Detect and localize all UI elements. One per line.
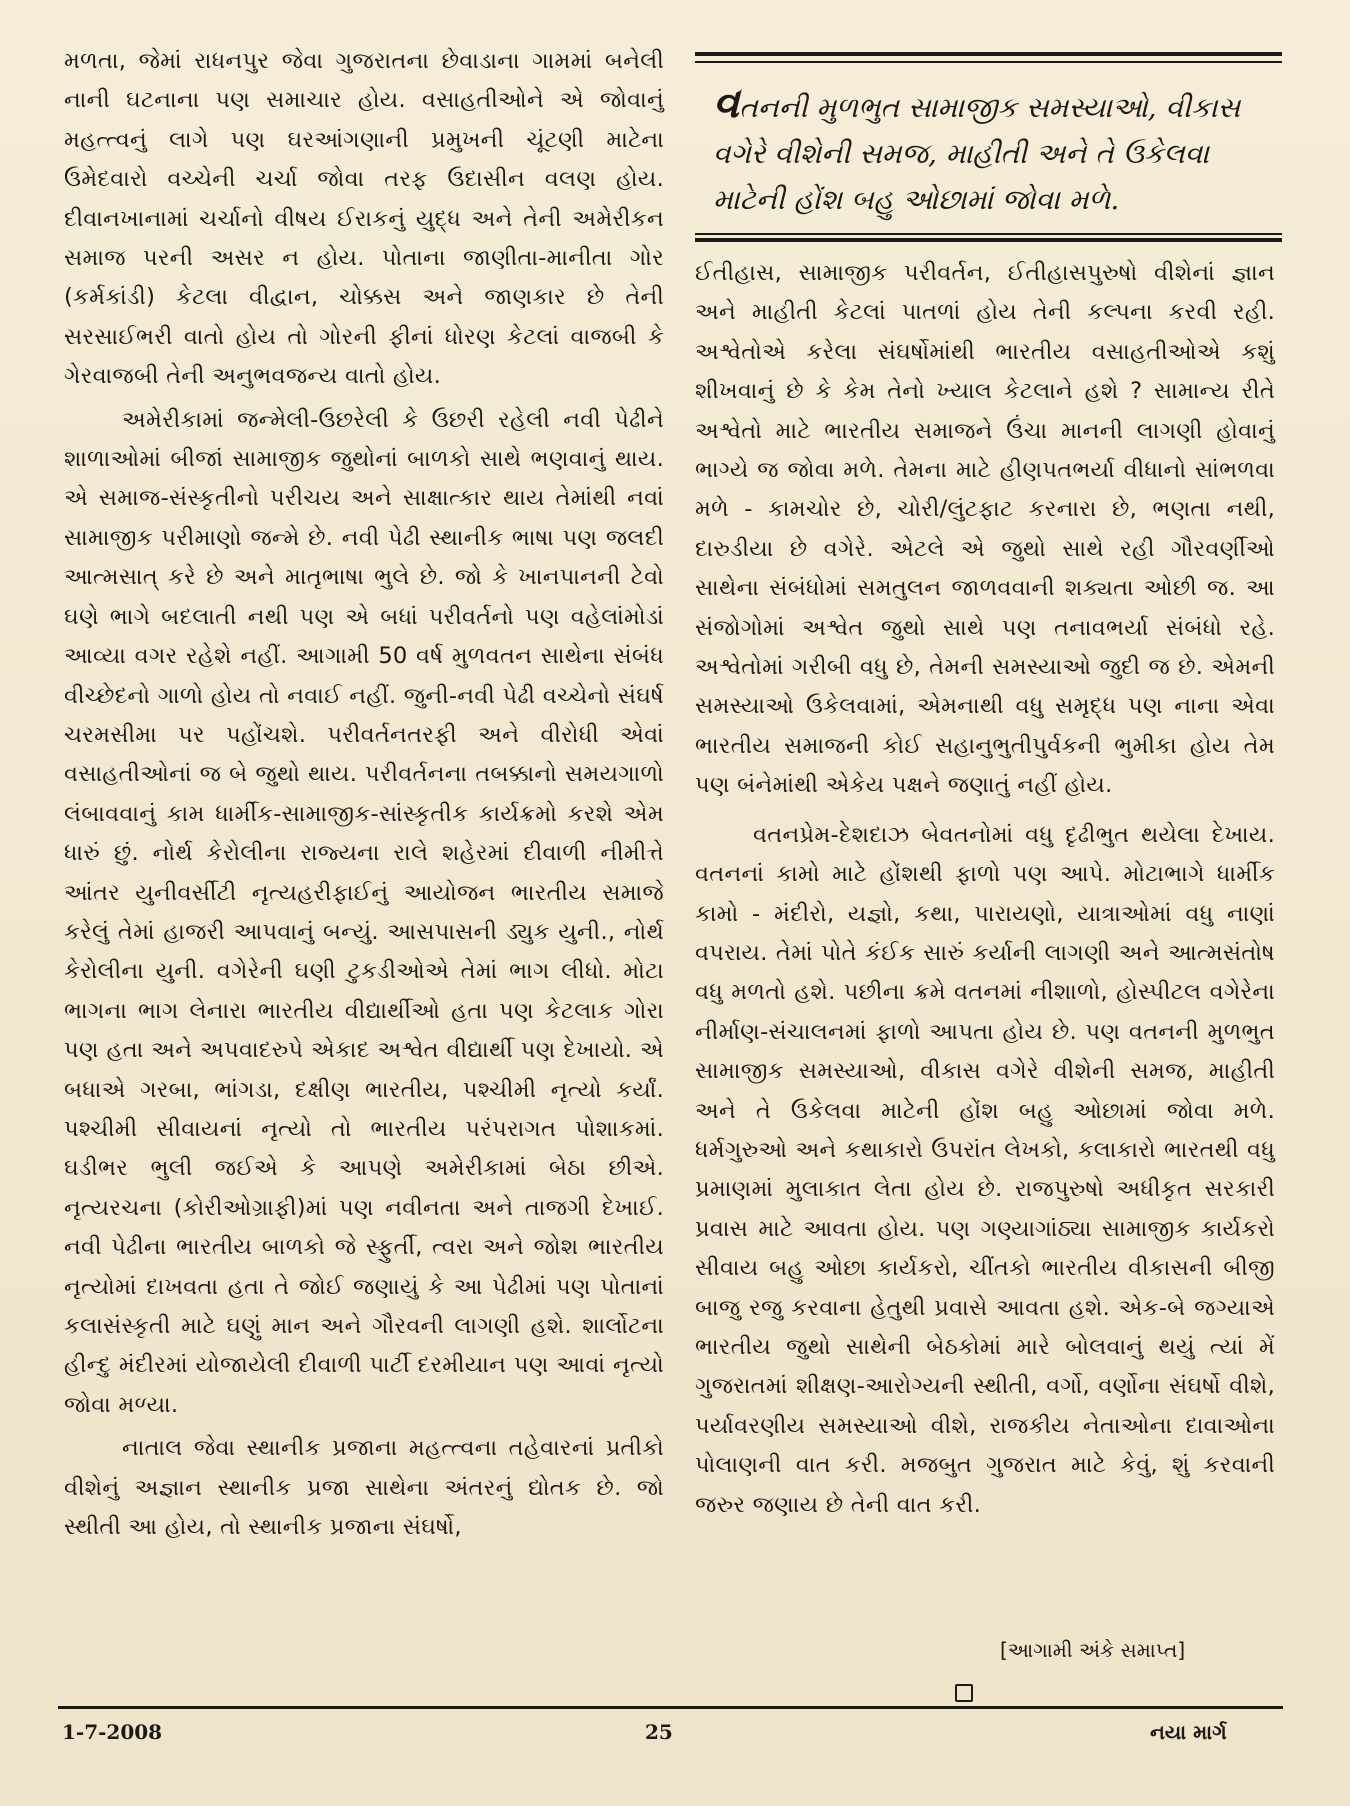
pull-quote-dropcap: વ — [713, 78, 740, 127]
left-paragraph-1: મળતા, જેમાં રાધનપુર જેવા ગુજરાતના છેવાડાના ગામમાં બનેલી નાની ઘટનાના પણ સમાચાર હોય. વસાહતીઓને એ જોવાનું મહત્ત્વનું લાગે પણ ઘરઆંગણાની પ્રમુખની ચૂંટણી માટેના ઉમેદવારો વચ્ચેની ચર્ચા જોવા તરફ ઉદાસીન વલણ હોય. દીવાનખાનામાં ચર્ચાનો વીષય ઈરાકનું યુદ્ધ અને તેની અમેરીકન સમાજ પરની અસર ન હોય. પોતાના જાણીતા-માનીતા ગોર (કર્મકાંડી) કેટલા વીદ્વાન, ચોક્કસ અને જાણકાર છે તેની સરસાઈભરી વાતો હોય તો ગોરની ફીનાં ધોરણ કેટલાં વાજબી કે ગેરવાજબી તેની અનુભવજન્ય વાતો હોય. — [64, 48, 664, 390]
end-mark-icon — [955, 1684, 973, 1702]
right-paragraph-2: વતનપ્રેમ-દેશદાઝ બેવતનોમાં વધુ દૃઢીભુત થયેલા દેખાય. વતનનાં કામો માટે હોંશથી ફાળો પણ આપે. મોટાભાગે ધાર્મીક કામો - મંદીરો, યજ્ઞો, કથા, પારાયણો, યાત્રાઓમાં વધુ નાણાં વપરાય. તેમાં પોતે કંઈક સારું કર્યાની લાગણી અને આત્મસંતોષ વધુ મળતો હશે. પછીના ક્રમે વતનમાં નીશાળો, હોસ્પીટલ વગેરેના નીર્માણ-સંચાલનમાં ફાળો આપતા હોય છે. પણ વતનની મુળભુત સામાજીક સમસ્યાઓ, વીકાસ વગેરે વીશેની સમજ, માહીતી અને તે ઉકેલવા માટેની હોંશ બહુ ઓછામાં જોવા મળે. ધર્મગુરુઓ અને કથાકારો ઉપરાંત લેખકો, કલાકારો ભારતથી વધુ પ્રમાણમાં મુલાકાત લેતા હોય છે. રાજપુરુષો અધીકૃત સરકારી પ્રવાસ માટે આવતા હોય. પણ ગણ્યાગાંઠ્યા સામાજીક કાર્યકરો સીવાય બહુ ઓછા કાર્યકરો, ચીંતકો ભારતીય વીકાસની બીજી બાજુ રજુ કરવાના હેતુથી પ્રવાસે આવતા હશે. એક-બે જગ્યાએ ભારતીય જુથો સાથેની બેઠકોમાં મારે બોલવાનું થયું ત્યાં મેં ગુજરાતમાં શીક્ષણ-આરોગ્યની સ્થીતી, વર્ગો, વર્ણોના સંઘર્ષો વીશે, પર્યાવરણીય સમસ્યાઓ વીશે, રાજકીય નેતાઓના દાવાઓના પોલાણની વાત કરી. મજબુત ગુજરાત માટે કેવું, શું કરવાની જરુર જણાય છે તેની વાત કરી. — [695, 821, 1275, 1518]
publication-name: નયા માર્ગ — [1150, 1720, 1227, 1744]
footer-date: 1-7-2008 — [62, 1720, 163, 1744]
pull-quote-text: તનની મુળભુત સામાજીક સમસ્યાઓ, વીકાસ વગેરે વીશેની સમજ, માહીતી અને તે ઉકેલવા માટેની હોંશ બહુ ઓછામાં જોવા મળે. — [713, 91, 1241, 216]
page-number: 25 — [645, 1720, 673, 1744]
pull-quote-rule-bottom-thin — [695, 233, 1282, 235]
right-column — [695, 254, 1275, 1525]
sign-off: [આગામી અંકે સમાપ્ત] — [1000, 1638, 1186, 1662]
pull-quote-text-block — [713, 80, 1273, 223]
pull-quote — [695, 52, 1282, 242]
left-paragraph-2: અમેરીકામાં જન્મેલી-ઉછરેલી કે ઉછરી રહેલી નવી પેઢીને શાળાઓમાં બીજાં સામાજીક જુથોનાં બાળકો સાથે ભણવાનું થાય. એ સમાજ-સંસ્કૃતીનો પરીચય અને સાક્ષાત્કાર થાય તેમાંથી નવાં સામાજીક પરીમાણો જન્મે છે. નવી પેઢી સ્થાનીક ભાષા પણ જલદી આત્મસાત્ કરે છે અને માતૃભાષા ભુલે છે. જો કે ખાનપાનની ટેવો ઘણે ભાગે બદલાતી નથી પણ એ બધાં પરીવર્તનો પણ વહેલાંમોડાં આવ્યા વગર રહેશે નહીં. આગામી 50 વર્ષ મુળવતન સાથેના સંબંધ વીચ્છેદનો ગાળો હોય તો નવાઈ નહીં. જુની-નવી પેઢી વચ્ચેનો સંઘર્ષ ચરમસીમા પર પહોંચશે. પરીવર્તનતરફી અને વીરોધી એવાં વસાહતીઓનાં જ બે જુથો થાય. પરીવર્તનના તબક્કાનો સમયગાળો લંબાવવાનું કામ ધાર્મીક-સામાજીક-સાંસ્કૃતીક કાર્યક્રમો કરશે એમ ધારું છું. નોર્થ કેરોલીના રાજ્યના રાલે શહેરમાં દીવાળી નીમીત્તે આંતર યુનીવર્સીટી નૃત્યહરીફાઈનું આયોજન ભારતીય સમાજે કરેલું તેમાં હાજરી આપવાનું બન્યું. આસપાસની ડ્યુક યુની., નોર્થ કેરોલીના યુની. વગેરેની ઘણી ટુકડીઓએ તેમાં ભાગ લીધો. મોટા ભાગના ભાગ લેનારા ભારતીય વીદ્યાર્થીઓ હતા પણ કેટલાક ગોરા પણ હતા અને અપવાદરુપે એકાદ અશ્વેત વીદ્યાર્થી પણ દેખાયો. એ બધાએ ગરબા, ભાંગડા, દક્ષીણ ભારતીય, પશ્ચીમી નૃત્યો કર્યાં. પશ્ચીમી સીવાયનાં નૃત્યો તો ભારતીય પરંપરાગત પોશાકમાં. ઘડીભર ભુલી જઈએ કે આપણે અમેરીકામાં બેઠા છીએ. નૃત્યરચના (કોરીઓગ્રાફી)માં પણ નવીનતા અને તાજગી દેખાઈ. નવી પેઢીના ભારતીય બાળકો જે સ્ફુર્તી, ત્વરા અને જોશ ભારતીય નૃત્યોમાં દાખવતા હતા તે જોઈ જણાયું કે આ પેઢીમાં પણ પોતાનાં કલાસંસ્કૃતી માટે ઘણું માન અને ગૌરવની લાગણી હશે. શાર્લોટના હીન્દુ મંદીરમાં યોજાયેલી દીવાળી પાર્ટી દરમીયાન પણ આવાં નૃત્યો જોવા મળ્યા. — [64, 406, 664, 1418]
pull-quote-rule-top — [695, 52, 1282, 56]
pull-quote-rule-bottom — [695, 238, 1282, 242]
right-paragraph-1: ઈતીહાસ, સામાજીક પરીવર્તન, ઈતીહાસપુરુષો વીશેનાં જ્ઞાન અને માહીતી કેટલાં પાતળાં હોય તેની કલ્પના કરવી રહી. અશ્વેતોએ કરેલા સંઘર્ષોમાંથી ભારતીય વસાહતીઓએ કશું શીખવાનું છે કે કેમ તેનો ખ્યાલ કેટલાને હશે ? સામાન્ય રીતે અશ્વેતો માટે ભારતીય સમાજને ઉંચા માનની લાગણી હોવાનું ભાગ્યે જ જોવા મળે. તેમના માટે હીણપતભર્યા વીધાનો સાંભળવા મળે - કામચોર છે, ચોરી/લુંટફાટ કરનારા છે, ભણતા નથી, દારુડીયા છે વગેરે. એટલે એ જુથો સાથે રહી ગૌરવર્ણીઓ સાથેના સંબંધોમાં સમતુલન જાળવવાની શક્યતા ઓછી જ. આ સંજોગોમાં અશ્વેત જુથો સાથે પણ તનાવભર્યા સંબંધો રહે. અશ્વેતોમાં ગરીબી વધુ છે, તેમની સમસ્યાઓ જુદી જ છે. એમની સમસ્યાઓ ઉકેલવામાં, એમનાથી વધુ સમૃદ્ધ પણ નાના એવા ભારતીય સમાજની કોઈ સહાનુભુતીપુર્વકની ભુમીકા હોય તેમ પણ બંનેમાંથી એકેય પક્ષને જણાતું નહીં હોય. — [695, 260, 1275, 799]
left-paragraph-3: નાતાલ જેવા સ્થાનીક પ્રજાના મહત્ત્વના તહેવારનાં પ્રતીકો વીશેનું અજ્ઞાન સ્થાનીક પ્રજા સાથેના અંતરનું દ્યોતક છે. જો સ્થીતી આ હોય, તો સ્થાનીક પ્રજાના સંઘર્ષો, — [64, 1435, 664, 1541]
pull-quote-rule-top-thin — [695, 61, 1282, 63]
left-column — [64, 42, 664, 1547]
footer-rule — [58, 1706, 1283, 1709]
